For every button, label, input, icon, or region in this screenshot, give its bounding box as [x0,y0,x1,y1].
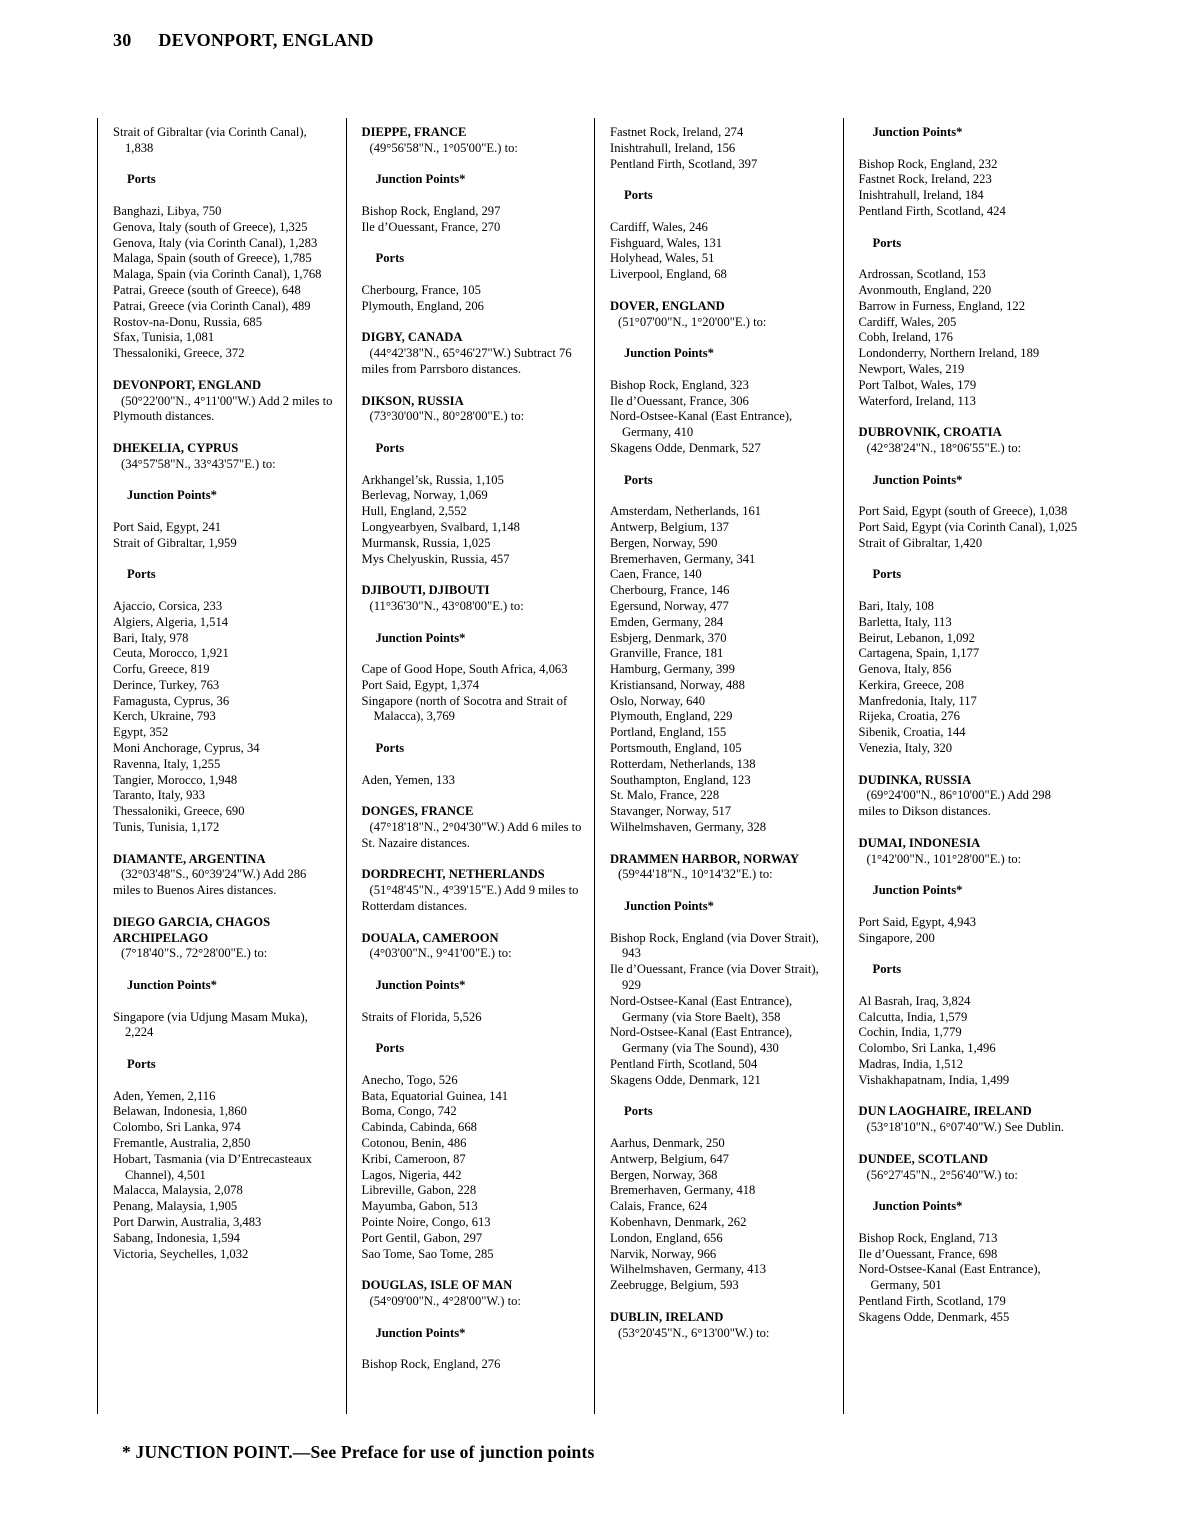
port-name-heading: DUDINKA, RUSSIA [858,772,972,787]
port-entry: Sfax, Tunisia, 1,081 [113,330,215,345]
coordinates-text: (53°18'10"N., 6°07'40"W.) See Dublin. [866,1120,1065,1135]
section-heading: Junction Points* [375,172,466,187]
port-entry: Waterford, Ireland, 113 [858,393,976,408]
port-entry: Banghazi, Libya, 750 [113,203,222,218]
port-name-heading: DRAMMEN HARBOR, NORWAY [610,851,800,866]
port-entry: Aarhus, Denmark, 250 [610,1136,725,1150]
port-entry: Sao Tome, Sao Tome, 285 [361,1246,494,1261]
coordinates-text: (47°18'18"N., 2°04'30"W.) Add 6 miles to St. Nazaire distances. [361,820,582,850]
port-entry: Inishtrahull, Ireland, 184 [858,188,984,203]
port-entry: Calcutta, India, 1,579 [858,1009,968,1024]
port-entry: Bishop Rock, England, 232 [858,156,998,171]
coordinates-text: (50°22'00"N., 4°11'00"W.) Add 2 miles to Plymouth distances. [113,393,333,424]
port-entry: Boma, Congo, 742 [361,1104,457,1119]
port-entry: Ile d’Ouessant, France, 306 [610,393,749,408]
section-heading: Junction Points* [375,978,466,993]
port-name-heading: DUBLIN, IRELAND [610,1309,724,1324]
port-entry: Cobh, Ireland, 176 [858,330,953,345]
port-entry: Nord-Ostsee-Kanal (East Entrance), Germany, 410 [610,409,793,440]
port-name-heading: DORDRECHT, NETHERLANDS [361,867,545,882]
port-entry: Cabinda, Cabinda, 668 [361,1120,477,1135]
port-entry: Strait of Gibraltar, 1,959 [113,535,237,550]
port-entry: St. Malo, France, 228 [610,788,720,803]
port-entry: Strait of Gibraltar, 1,420 [858,535,983,550]
port-entry: Zeebrugge, Belgium, 593 [610,1278,739,1293]
port-entry: Algiers, Algeria, 1,514 [113,614,229,629]
port-name-heading: DIGBY, CANADA [361,330,463,345]
port-entry: Nord-Ostsee-Kanal (East Entrance), Germany, 501 [858,1262,1041,1293]
port-name-heading: DONGES, FRANCE [361,804,474,819]
port-entry: Rijeka, Croatia, 276 [858,709,960,724]
port-entry: Pentland Firth, Scotland, 504 [610,1057,758,1072]
section-heading: Junction Points* [624,899,714,914]
port-entry: Genova, Italy (south of Greece), 1,325 [113,219,308,234]
port-entry: Singapore (north of Socotra and Strait of Malacca), 3,769 [361,693,568,724]
port-entry: Portland, England, 155 [610,725,727,740]
column-4 [843,118,1092,1414]
port-entry: Straits of Florida, 5,526 [361,1009,482,1024]
section-heading: Ports [872,962,902,977]
port-entry: Malaga, Spain (via Corinth Canal), 1,768 [113,267,322,282]
port-entry: Wilhelmshaven, Germany, 413 [610,1262,767,1277]
port-entry: Bishop Rock, England, 323 [610,377,749,392]
port-name-heading: DUNDEE, SCOTLAND [858,1151,988,1166]
port-name-heading: DEVONPORT, ENGLAND [113,377,262,392]
coordinates-text: (42°38'24"N., 18°06'55"E.) to: [866,440,1022,455]
port-entry: Cochin, India, 1,779 [858,1025,962,1040]
section-heading: Ports [624,1104,653,1119]
port-entry: Murmansk, Russia, 1,025 [361,535,491,550]
coordinates-text: (44°42'38"N., 65°46'27"W.) Subtract 76 miles from Parrsboro distances. [361,346,572,376]
port-entry: Plymouth, England, 229 [610,709,733,724]
port-entry: Pentland Firth, Scotland, 179 [858,1293,1006,1308]
port-entry: Fremantle, Australia, 2,850 [113,1136,251,1150]
page-title: DEVONPORT, ENGLAND [158,30,374,50]
coordinates-text: (53°20'45"N., 6°13'00"W.) to: [618,1325,770,1340]
port-entry: Mys Chelyuskin, Russia, 457 [361,551,510,566]
port-entry: Bishop Rock, England, 297 [361,203,501,218]
port-entry: Derince, Turkey, 763 [113,677,220,692]
port-entry: Libreville, Gabon, 228 [361,1183,477,1198]
port-entry: Kribi, Cameroon, 87 [361,1151,466,1166]
port-entry: Cherbourg, France, 105 [361,282,481,297]
port-entry: Ceuta, Morocco, 1,921 [113,646,229,661]
port-entry: Berlevag, Norway, 1,069 [361,488,488,503]
port-entry: Bari, Italy, 978 [113,630,189,645]
port-entry: Southampton, England, 123 [610,772,751,787]
port-name-heading: DIEGO GARCIA, CHAGOS ARCHIPELAGO [113,914,271,945]
column-3 [594,118,843,1414]
port-entry: Moni Anchorage, Cyprus, 34 [113,741,260,756]
port-entry: Arkhangel’sk, Russia, 1,105 [361,472,504,487]
port-entry: Fishguard, Wales, 131 [610,235,723,250]
port-entry: Kristiansand, Norway, 488 [610,677,745,692]
port-entry: Bergen, Norway, 368 [610,1167,718,1182]
port-entry: Avonmouth, England, 220 [858,282,992,297]
port-entry: Corfu, Greece, 819 [113,662,210,677]
section-heading: Ports [624,188,653,203]
coordinates-text: (7°18'40"S., 72°28'00"E.) to: [121,946,268,961]
port-entry: Penang, Malaysia, 1,905 [113,1199,238,1214]
section-heading: Ports [127,567,156,582]
port-entry: Caen, France, 140 [610,567,702,582]
coordinates-text: (56°27'45"N., 2°56'40"W.) to: [866,1167,1018,1182]
port-entry: Wilhelmshaven, Germany, 328 [610,820,767,835]
port-entry: Aden, Yemen, 133 [361,772,455,787]
port-entry: Vishakhapatnam, India, 1,499 [858,1072,1010,1087]
port-entry: Malacca, Malaysia, 2,078 [113,1183,243,1198]
port-entry: Manfredonia, Italy, 117 [858,693,977,708]
port-entry: Pentland Firth, Scotland, 424 [858,203,1006,218]
section-heading: Junction Points* [127,978,217,993]
port-entry: Sibenik, Croatia, 144 [858,725,966,740]
port-entry: Belawan, Indonesia, 1,860 [113,1104,247,1119]
port-entry: Stavanger, Norway, 517 [610,804,732,819]
port-entry: Colombo, Sri Lanka, 1,496 [858,1041,996,1056]
port-entry: Malaga, Spain (south of Greece), 1,785 [113,251,312,266]
coordinates-text: (69°24'00"N., 86°10'00"E.) Add 298 miles to Dikson distances. [858,788,1051,819]
port-entry: Liverpool, England, 68 [610,267,727,282]
port-name-heading: DOVER, ENGLAND [610,298,725,313]
page-number: 30 [113,30,132,50]
port-entry: Hobart, Tasmania (via D’Entrecasteaux Channel), 4,501 [113,1151,312,1182]
port-entry: Singapore, 200 [858,930,935,945]
section-heading: Junction Points* [872,883,963,898]
columns [97,118,1091,1414]
port-entry: Skagens Odde, Denmark, 121 [610,1072,761,1087]
port-entry: Skagens Odde, Denmark, 455 [858,1309,1010,1324]
section-heading: Junction Points* [624,346,714,361]
port-entry: Bishop Rock, England, 276 [361,1357,501,1372]
port-entry: Nord-Ostsee-Kanal (East Entrance), Germany (via Store Baelt), 358 [610,993,793,1024]
port-name-heading: DJIBOUTI, DJIBOUTI [361,583,490,598]
section-heading: Ports [872,567,902,582]
section-heading: Junction Points* [872,1199,963,1214]
column-2 [346,118,595,1414]
port-name-heading: DIEPPE, FRANCE [361,125,467,139]
port-name-heading: DOUGLAS, ISLE OF MAN [361,1278,513,1293]
port-entry: Fastnet Rock, Ireland, 223 [858,172,992,187]
port-entry: Fastnet Rock, Ireland, 274 [610,125,744,139]
port-entry: Cotonou, Benin, 486 [361,1136,467,1150]
coordinates-text: (54°09'00"N., 4°28'00"W.) to: [369,1293,521,1308]
port-entry: Bremerhaven, Germany, 418 [610,1183,756,1198]
column-1 [97,118,346,1414]
section-heading: Junction Points* [872,125,963,139]
port-entry: Narvik, Norway, 966 [610,1246,717,1261]
port-entry: Ardrossan, Scotland, 153 [858,267,986,282]
port-entry: Cardiff, Wales, 246 [610,219,708,234]
coordinates-text: (51°48'45"N., 4°39'15"E.) Add 9 miles to Rotterdam distances. [361,883,579,914]
port-entry: Calais, France, 624 [610,1199,708,1214]
port-name-heading: DOUALA, CAMEROON [361,930,499,945]
section-heading: Ports [872,235,902,250]
port-entry: Al Basrah, Iraq, 3,824 [858,993,971,1008]
port-entry: Ajaccio, Corsica, 233 [113,598,223,613]
port-entry: Tangier, Morocco, 1,948 [113,772,238,787]
port-name-heading: DUN LAOGHAIRE, IRELAND [858,1104,1032,1119]
port-entry: Genova, Italy, 856 [858,662,952,677]
port-name-heading: DHEKELIA, CYPRUS [113,440,239,455]
section-heading: Junction Points* [127,488,217,503]
port-entry: Victoria, Seychelles, 1,032 [113,1246,249,1261]
port-entry: Famagusta, Cyprus, 36 [113,693,230,708]
port-entry: Kerkira, Greece, 208 [858,677,965,692]
port-entry: Barrow in Furness, England, 122 [858,298,1025,313]
section-heading: Ports [127,1057,156,1072]
section-heading: Ports [375,1041,405,1056]
port-entry: Barletta, Italy, 113 [858,614,952,629]
coordinates-text: (1°42'00"N., 101°28'00"E.) to: [866,851,1022,866]
port-entry: Port Talbot, Wales, 179 [858,377,977,392]
port-entry: Skagens Odde, Denmark, 527 [610,440,761,455]
section-heading: Junction Points* [375,630,466,645]
port-entry: Bergen, Norway, 590 [610,535,718,550]
port-name-heading: DIAMANTE, ARGENTINA [113,851,266,866]
coordinates-text: (59°44'18"N., 10°14'32"E.) to: [618,867,773,882]
port-entry: Londonderry, Northern Ireland, 189 [858,346,1040,361]
section-heading: Ports [375,440,405,455]
port-name-heading: DUBROVNIK, CROATIA [858,425,1002,440]
port-entry: Port Said, Egypt, 241 [113,519,222,534]
port-entry: Port Said, Egypt (via Corinth Canal), 1,025 [858,519,1078,534]
port-entry: Ile d’Ouessant, France, 698 [858,1246,998,1261]
port-entry: Sabang, Indonesia, 1,594 [113,1230,240,1245]
port-entry: Cardiff, Wales, 205 [858,314,957,329]
coordinates-text: (32°03'48"S., 60°39'24"W.) Add 286 miles to Buenos Aires distances. [113,867,307,898]
port-entry: Madras, India, 1,512 [858,1057,964,1072]
port-entry: Hull, England, 2,552 [361,504,467,519]
section-heading: Ports [624,472,653,487]
port-entry: Inishtrahull, Ireland, 156 [610,140,736,155]
port-entry: Hamburg, Germany, 399 [610,662,735,677]
port-entry: Strait of Gibraltar (via Corinth Canal), 1,838 [113,125,307,155]
section-heading: Ports [375,741,405,756]
port-entry: Lagos, Nigeria, 442 [361,1167,462,1182]
port-entry: Antwerp, Belgium, 647 [610,1151,729,1166]
port-entry: Portsmouth, England, 105 [610,741,742,756]
coordinates-text: (51°07'00"N., 1°20'00"E.) to: [618,314,767,329]
port-entry: Anecho, Togo, 526 [361,1072,458,1087]
port-entry: Amsterdam, Netherlands, 161 [610,504,762,519]
port-entry: Rostov-na-Donu, Russia, 685 [113,314,263,329]
port-entry: Nord-Ostsee-Kanal (East Entrance), Germany (via The Sound), 430 [610,1025,793,1056]
port-entry: Port Darwin, Australia, 3,483 [113,1214,262,1229]
port-entry: Granville, France, 181 [610,646,724,661]
port-entry: Thessaloniki, Greece, 372 [113,346,245,361]
port-entry: Mayumba, Gabon, 513 [361,1199,478,1214]
port-entry: Holyhead, Wales, 51 [610,251,715,266]
port-entry: Colombo, Sri Lanka, 974 [113,1120,241,1135]
port-entry: Rotterdam, Netherlands, 138 [610,756,756,771]
port-entry: Genova, Italy (via Corinth Canal), 1,283 [113,235,318,250]
port-entry: Ravenna, Italy, 1,255 [113,756,221,771]
port-entry: Venezia, Italy, 320 [858,741,953,756]
port-entry: Newport, Wales, 219 [858,361,965,376]
port-entry: Cherbourg, France, 146 [610,583,730,598]
port-entry: Singapore (via Udjung Masam Muka), 2,224 [113,1009,308,1040]
coordinates-text: (49°56'58"N., 1°05'00"E.) to: [369,140,518,155]
port-entry: Esbjerg, Denmark, 370 [610,630,727,645]
port-entry: Cartagena, Spain, 1,177 [858,646,980,661]
port-entry: Port Said, Egypt, 1,374 [361,677,480,692]
coordinates-text: (11°36'30"N., 43°08'00"E.) to: [369,598,524,613]
port-entry: Port Said, Egypt, 4,943 [858,914,977,929]
port-entry: Pointe Noire, Congo, 613 [361,1214,491,1229]
port-entry: Thessaloniki, Greece, 690 [113,804,245,819]
port-entry: Port Said, Egypt (south of Greece), 1,038 [858,504,1068,519]
port-entry: Cape of Good Hope, South Africa, 4,063 [361,662,568,677]
port-entry: Bremerhaven, Germany, 341 [610,551,756,566]
port-entry: Egypt, 352 [113,725,169,740]
coordinates-text: (34°57'58"N., 33°43'57"E.) to: [121,456,276,471]
running-head [113,30,374,51]
port-entry: Ile d’Ouessant, France (via Dover Strait), 929 [610,962,819,993]
port-entry: Longyearbyen, Svalbard, 1,148 [361,519,520,534]
port-entry: Bari, Italy, 108 [858,598,934,613]
port-entry: Egersund, Norway, 477 [610,598,729,613]
port-entry: Patrai, Greece (south of Greece), 648 [113,282,301,297]
port-entry: Kobenhavn, Denmark, 262 [610,1214,747,1229]
port-entry: Patrai, Greece (via Corinth Canal), 489 [113,298,311,313]
port-entry: Plymouth, England, 206 [361,298,484,313]
port-entry: Ile d’Ouessant, France, 270 [361,219,501,234]
junction-point-footnote: * JUNCTION POINT.—See Preface for use of junction points [122,1442,595,1462]
port-entry: Tunis, Tunisia, 1,172 [113,820,220,835]
port-entry: Oslo, Norway, 640 [610,693,706,708]
port-entry: Bishop Rock, England (via Dover Strait), 943 [610,930,819,961]
section-heading: Ports [375,251,405,266]
coordinates-text: (73°30'00"N., 80°28'00"E.) to: [369,409,525,424]
port-entry: Kerch, Ukraine, 793 [113,709,216,724]
port-entry: Antwerp, Belgium, 137 [610,519,729,534]
port-entry: London, England, 656 [610,1230,723,1245]
port-entry: Beirut, Lebanon, 1,092 [858,630,975,645]
port-name-heading: DUMAI, INDONESIA [858,835,981,850]
section-heading: Junction Points* [375,1325,466,1340]
port-entry: Taranto, Italy, 933 [113,788,206,803]
section-heading: Junction Points* [872,472,963,487]
port-entry: Port Gentil, Gabon, 297 [361,1230,483,1245]
section-heading: Ports [127,172,156,187]
port-name-heading: DIKSON, RUSSIA [361,393,464,408]
port-entry: Bata, Equatorial Guinea, 141 [361,1088,509,1103]
port-entry: Aden, Yemen, 2,116 [113,1088,216,1103]
port-entry: Emden, Germany, 284 [610,614,724,629]
coordinates-text: (4°03'00"N., 9°41'00"E.) to: [369,946,512,961]
port-entry: Pentland Firth, Scotland, 397 [610,156,758,171]
port-entry: Bishop Rock, England, 713 [858,1230,998,1245]
